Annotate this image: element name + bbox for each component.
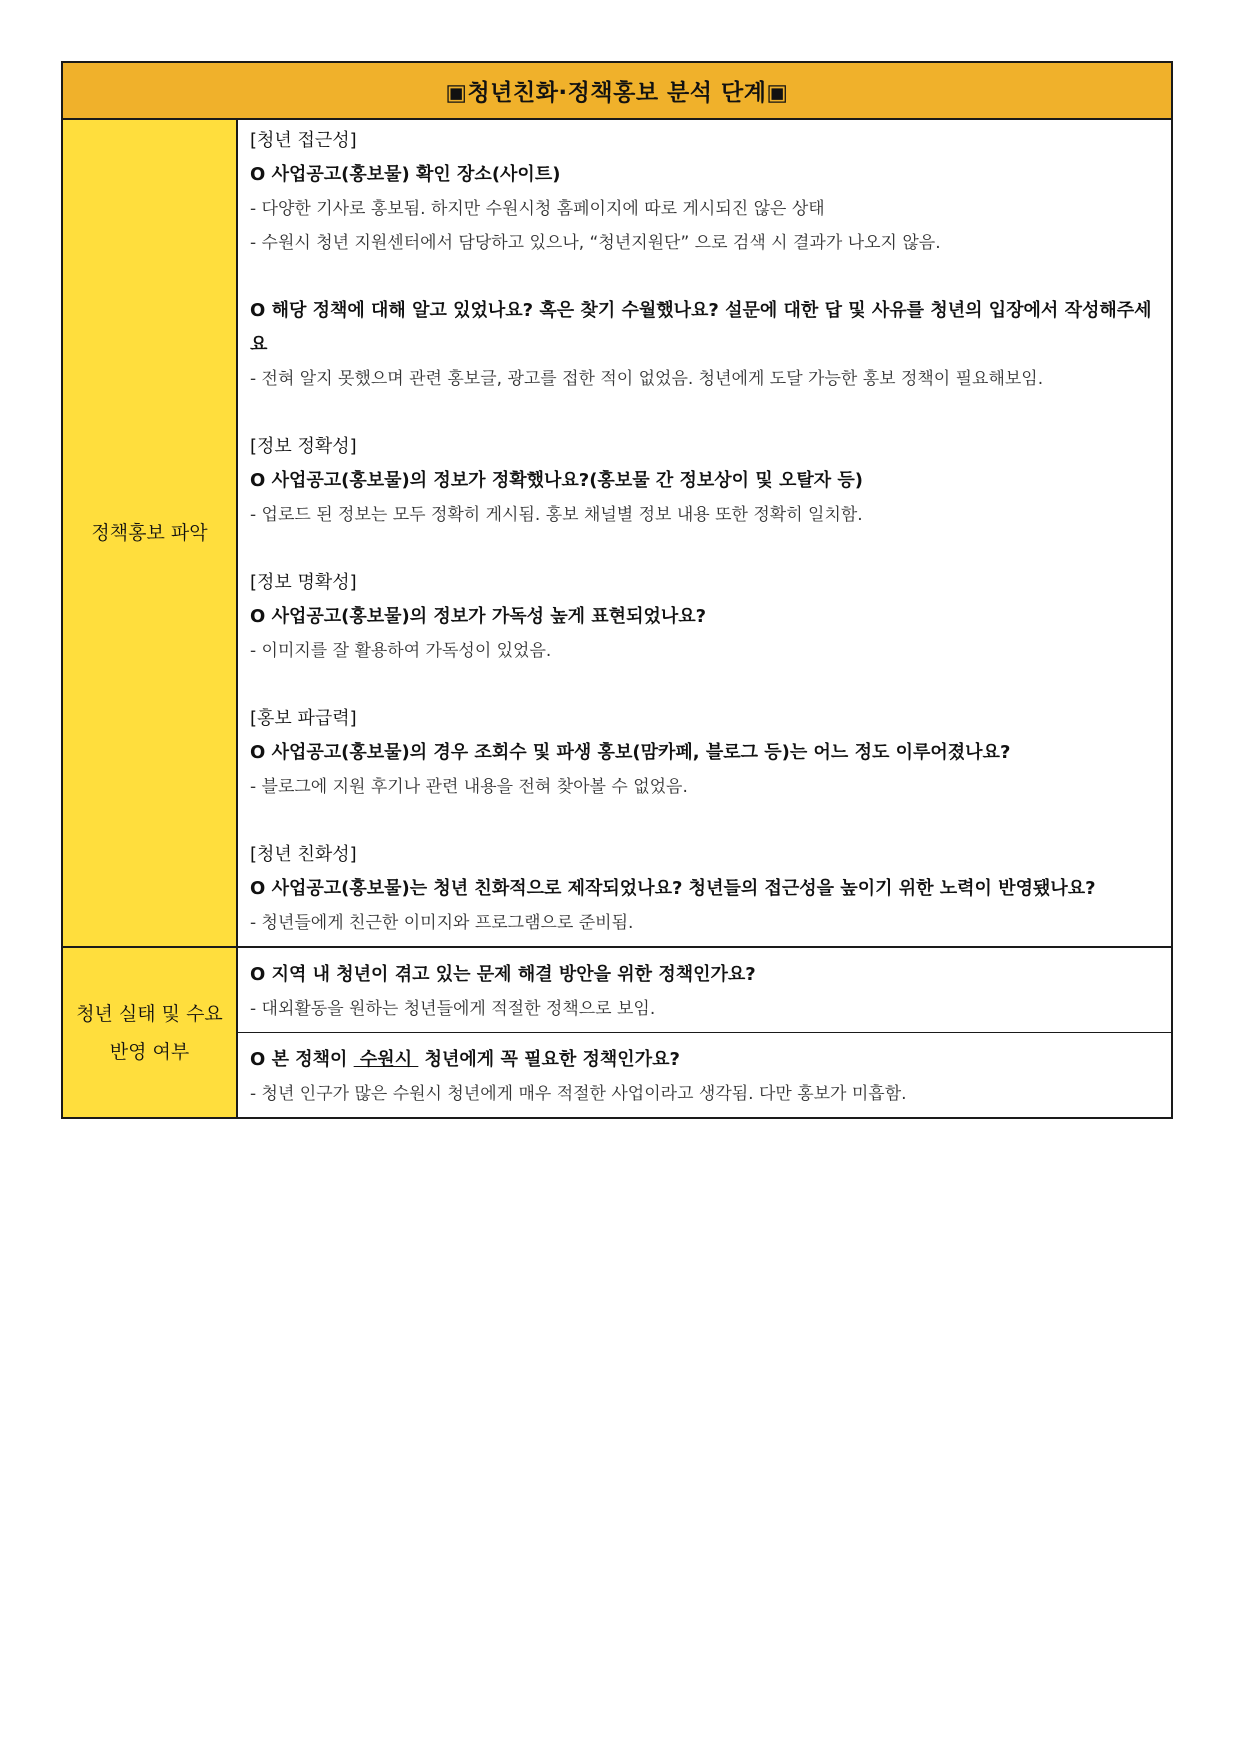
- block-answer: - 업로드 된 정보는 모두 정확히 게시됨. 홍보 채널별 정보 내용 또한 정확히 일치함.: [250, 505, 863, 525]
- block-question: O 사업공고(홍보물)의 경우 조회수 및 파생 홍보(맘카페, 블로그 등)는 어느 정도 이루어졌나요?: [250, 742, 1011, 763]
- youth-demand-content: [238, 948, 1171, 1117]
- city-blank: 수원시: [353, 1049, 419, 1070]
- sub-answer: - 대외활동을 원하는 청년들에게 적절한 정책으로 보임.: [250, 999, 656, 1019]
- block-heading: [홍보 파급력]: [250, 708, 357, 729]
- block-heading: [청년 접근성]: [250, 130, 357, 151]
- block-awareness: [250, 294, 1161, 396]
- block-question: O 사업공고(홍보물)의 정보가 가독성 높게 표현되었나요?: [250, 606, 707, 627]
- row-label-youth-demand: [63, 948, 238, 1117]
- youth-demand-row: [63, 946, 1171, 1117]
- policy-promotion-row: [63, 120, 1171, 946]
- block-heading: [정보 명확성]: [250, 572, 357, 593]
- block-question: O 해당 정책에 대해 알고 있었나요? 혹은 찾기 수월했나요? 설문에 대한 답 및 사유를 청년의 입장에서 작성해주세요: [250, 300, 1152, 355]
- block-answer: - 이미지를 잘 활용하여 가독성이 있었음.: [250, 641, 552, 661]
- block-answer: - 블로그에 지원 후기나 관련 내용을 전혀 찾아볼 수 없었음.: [250, 777, 688, 797]
- block-heading: [청년 친화성]: [250, 844, 357, 865]
- sub-question: [250, 1043, 1161, 1077]
- block-heading: [정보 정확성]: [250, 436, 357, 457]
- block-question: O 사업공고(홍보물)의 정보가 정확했나요?(홍보물 간 정보상이 및 오탈자 등): [250, 470, 864, 491]
- policy-promotion-content: [238, 120, 1171, 946]
- question-text: O 본 정책이: [250, 1049, 354, 1070]
- block-promotion-reach: [250, 702, 1161, 804]
- block-answer: - 수원시 청년 지원센터에서 담당하고 있으나, “청년지원단” 으로 검색 시 결과가 나오지 않음.: [250, 233, 941, 253]
- sub-answer: - 청년 인구가 많은 수원시 청년에게 매우 적절한 사업이라고 생각됨. 다만 홍보가 미흡함.: [250, 1084, 907, 1104]
- analysis-table: [61, 61, 1173, 1119]
- row-label-line: 반영 여부: [109, 1040, 190, 1063]
- sub-question: O 지역 내 청년이 겪고 있는 문제 해결 방안을 위한 정책인가요?: [250, 964, 756, 985]
- block-question: O 사업공고(홍보물) 확인 장소(사이트): [250, 164, 561, 185]
- block-info-clarity: [250, 566, 1161, 668]
- sub-necessity: [238, 1032, 1171, 1117]
- row-label-line: 청년 실태 및 수요: [76, 1002, 223, 1025]
- question-text: 청년에게 꼭 필요한 정책인가요?: [418, 1049, 680, 1070]
- sub-local-problem: [238, 948, 1171, 1032]
- row-label-policy-promotion: 정책홍보 파악: [63, 120, 238, 946]
- block-answer: - 청년들에게 친근한 이미지와 프로그램으로 준비됨.: [250, 913, 634, 933]
- block-info-accuracy: [250, 430, 1161, 532]
- block-youth-friendliness: [250, 838, 1161, 940]
- table-title: ▣청년친화·정책홍보 분석 단계▣: [63, 63, 1171, 120]
- block-question: O 사업공고(홍보물)는 청년 친화적으로 제작되었나요? 청년들의 접근성을 높이기 위한 노력이 반영됐나요?: [250, 878, 1096, 899]
- block-answer: - 전혀 알지 못했으며 관련 홍보글, 광고를 접한 적이 없었음. 청년에게 도달 가능한 홍보 정책이 필요해보임.: [250, 369, 1044, 389]
- block-youth-accessibility: [250, 124, 1161, 260]
- block-answer: - 다양한 기사로 홍보됨. 하지만 수원시청 홈페이지에 따로 게시되진 않은 상태: [250, 199, 825, 219]
